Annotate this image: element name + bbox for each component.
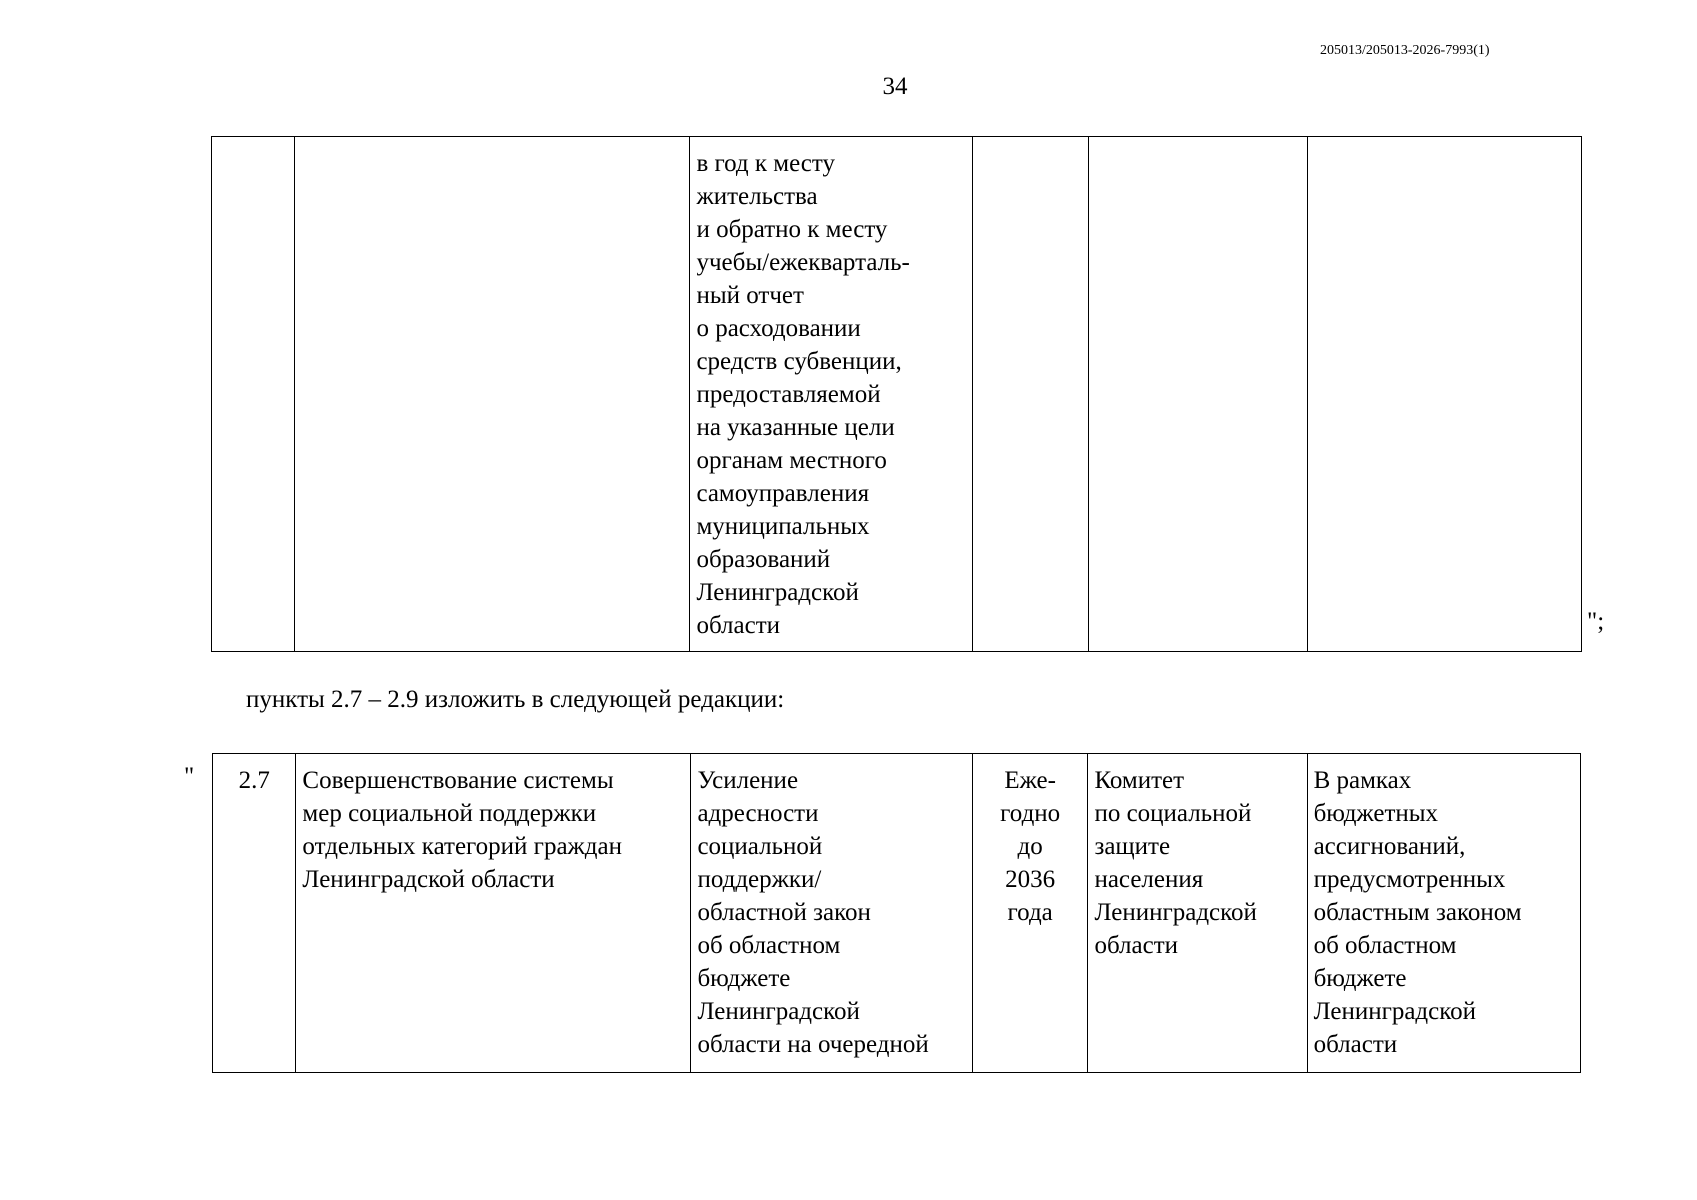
- result-text: Усиление адресности социальной поддержки/ областной закон об областном бюджете Ленинградской области на очередной: [697, 767, 929, 1058]
- table-cell-responsible: [1088, 754, 1307, 1073]
- result-text: в год к месту жительства и обратно к месту учебы/ежекварталь- ный отчет о расходовании средств субвенции, предоставляемой на указанные цели органам местного самоуправления муниципальных образований Ленинградской области: [696, 150, 910, 639]
- table-cell-result: [690, 137, 972, 652]
- table-cell-number: [213, 754, 296, 1073]
- table-cell-funding: [1307, 137, 1581, 652]
- closing-quote: ";: [1587, 608, 1605, 635]
- table-cell-measure: [295, 137, 690, 652]
- table-cell-result: [691, 754, 972, 1073]
- table-cell-responsible: [1089, 137, 1307, 652]
- table-row: [213, 754, 1581, 1073]
- opening-quote: ": [184, 763, 195, 790]
- instruction-text: пункты 2.7 – 2.9 изложить в следующей редакции:: [246, 686, 785, 713]
- continuation-table: [211, 136, 1582, 652]
- page-number: 34: [882, 73, 908, 100]
- table-row: [212, 137, 1582, 652]
- table-cell-funding: [1307, 754, 1580, 1073]
- document-id: 205013/205013-2026-7993(1): [1320, 43, 1490, 58]
- deadline-text: Еже- годно до 2036 года: [1000, 767, 1061, 926]
- table-cell-deadline: [972, 754, 1088, 1073]
- item-number: 2.7: [238, 767, 270, 794]
- responsible-text: Комитет по социальной защите населения Ленинградской области: [1094, 767, 1257, 959]
- table-cell-measure: [296, 754, 691, 1073]
- amended-items-table: [212, 753, 1581, 1073]
- measure-text: Совершенствование системы мер социальной поддержки отдельных категорий граждан Ленинградской области: [302, 767, 623, 893]
- table-cell-deadline: [972, 137, 1089, 652]
- funding-text: В рамках бюджетных ассигнований, предусмотренных областным законом об областном бюджете Ленинградской области: [1313, 767, 1522, 1058]
- table-cell-number: [212, 137, 295, 652]
